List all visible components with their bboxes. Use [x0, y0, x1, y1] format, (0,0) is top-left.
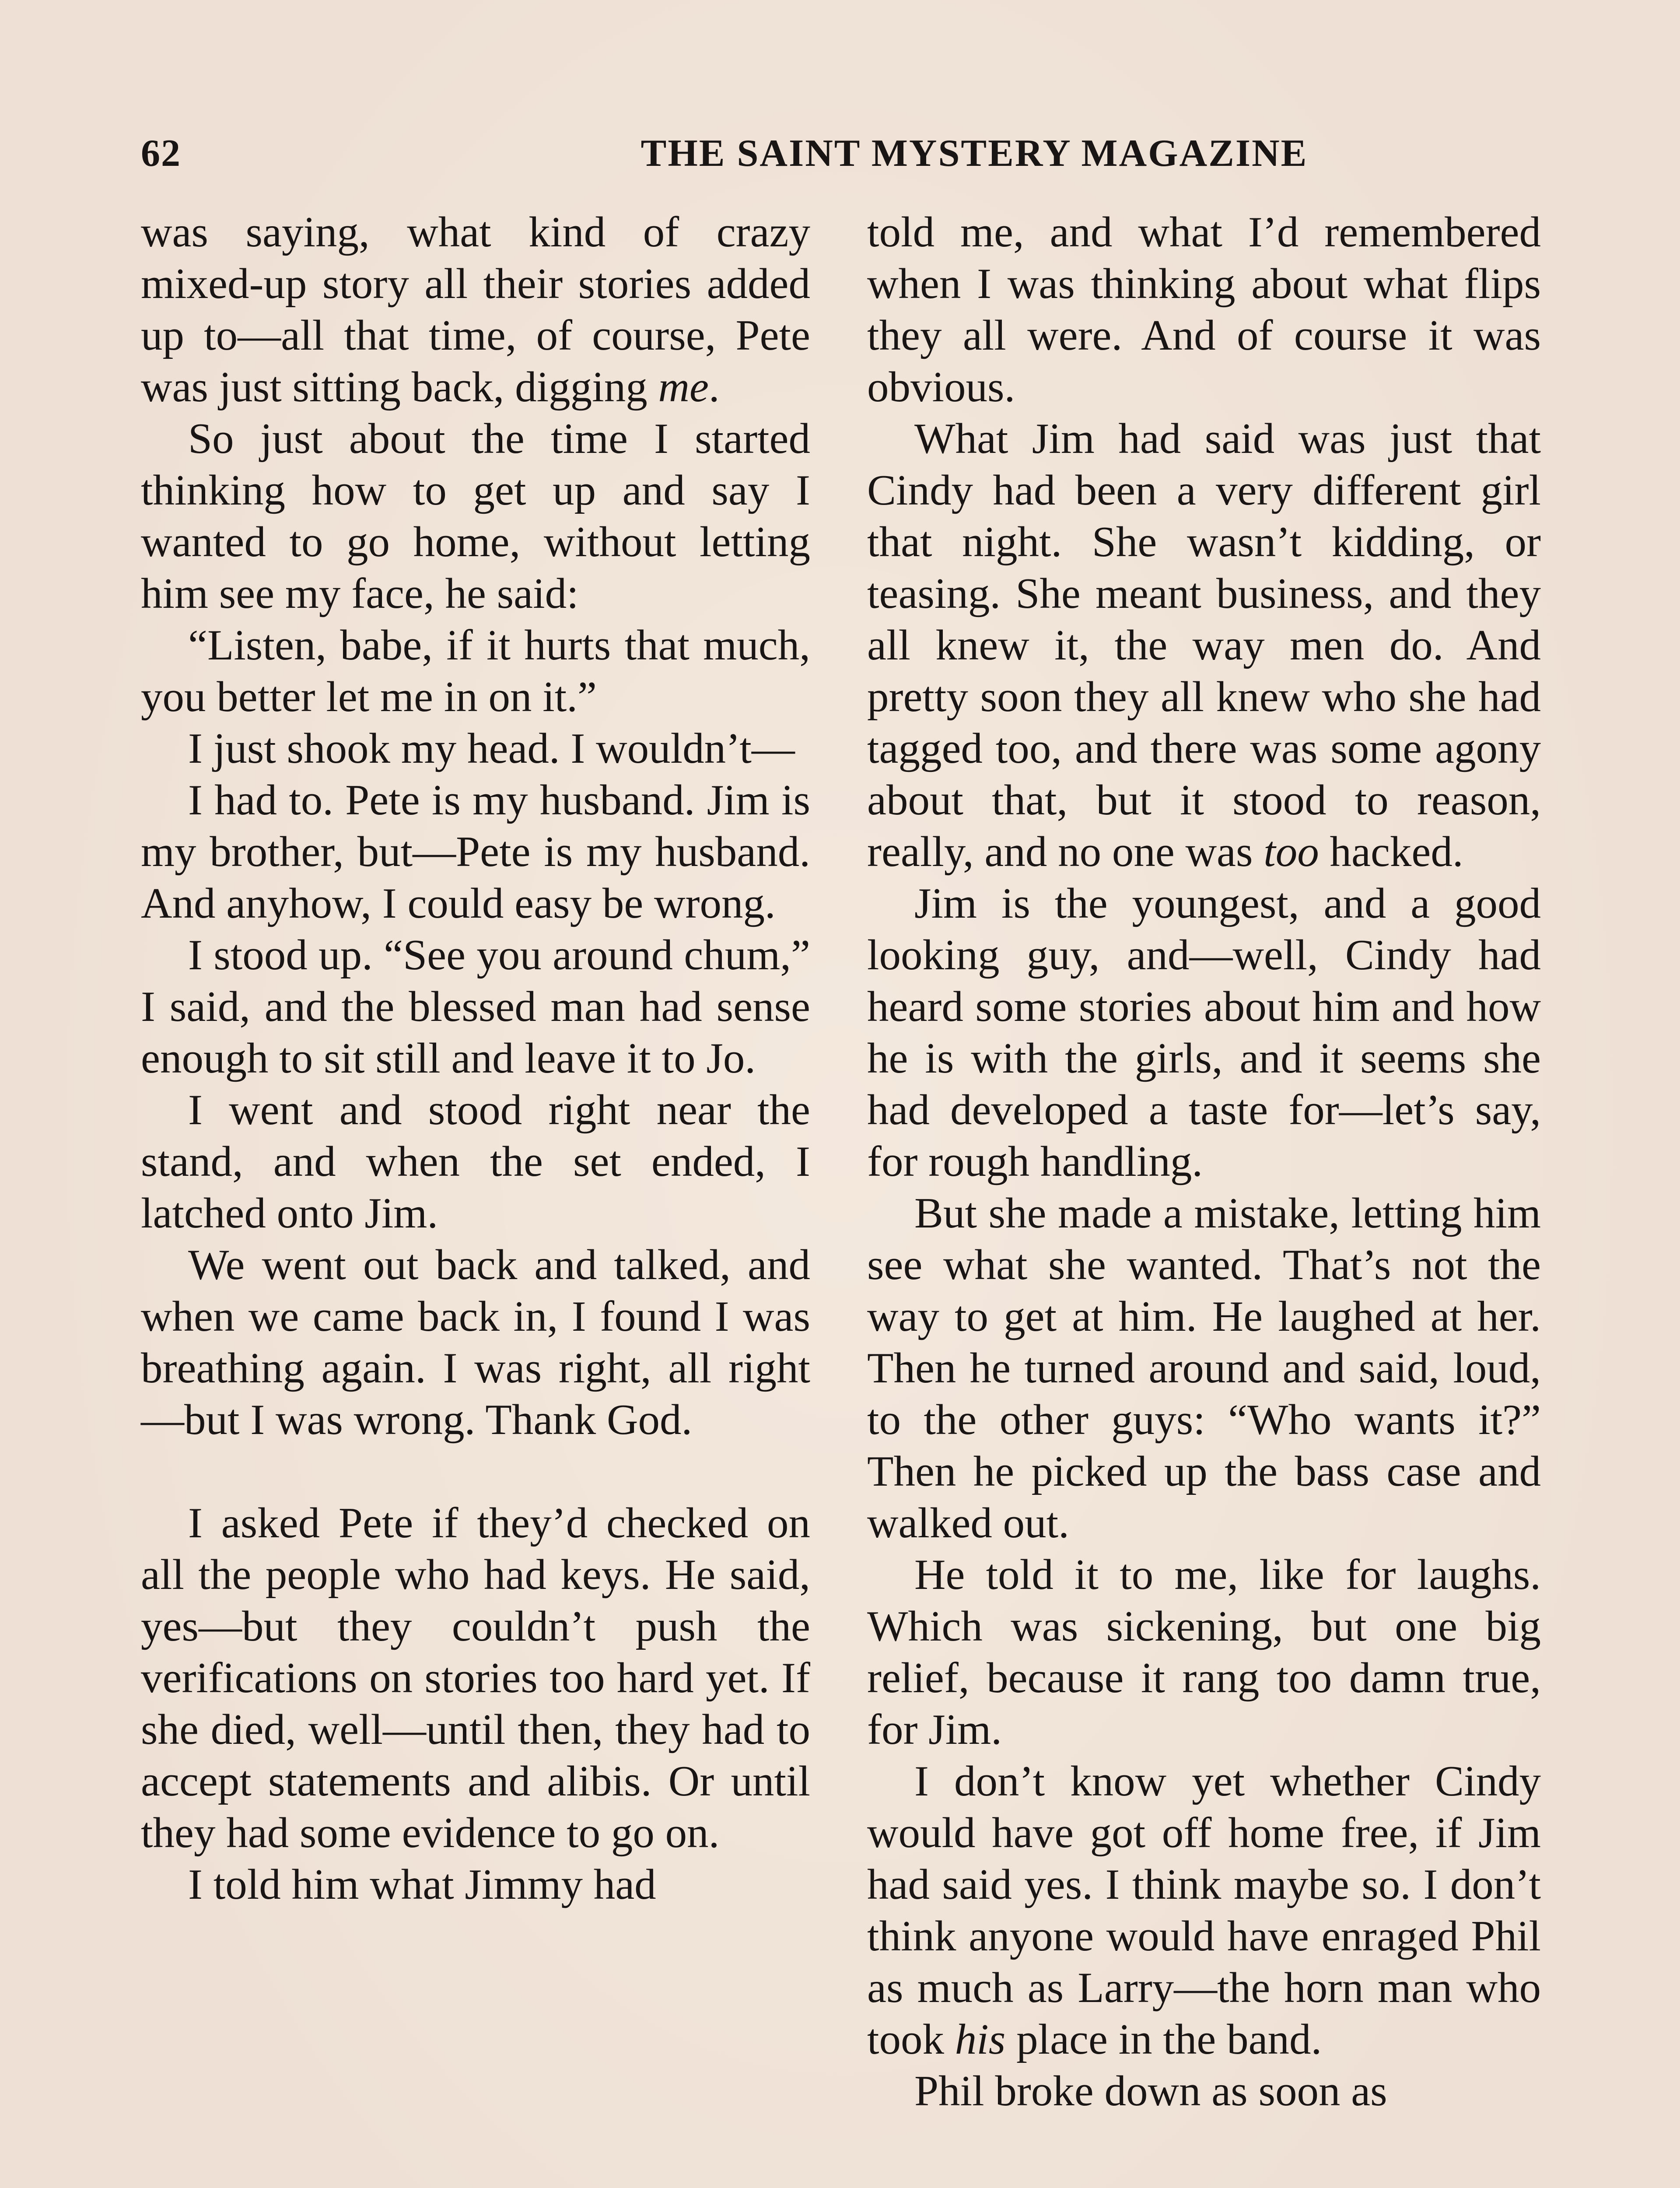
- paragraph: Phil broke down as soon as: [914, 2067, 1387, 2115]
- paragraph: was saying, what kind of crazy mixed-up story all their stories added up to—all that time, of course, Pete was just sitting back, digging me.: [141, 208, 810, 411]
- paragraph: I went and stood right near the stand, and when the set ended, I latched onto Jim.: [141, 1086, 810, 1237]
- paragraph: I had to. Pete is my husband. Jim is my brother, but—Pete is my husband. And anyhow, I could easy be wrong.: [141, 776, 810, 927]
- paragraph: I told him what Jimmy had: [188, 1861, 656, 1908]
- paragraph: I asked Pete if they’d checked on all the people who had keys. He said, yes—but they couldn’t push the verifications on stories too hard yet. If she died, well—until then, they had to accept statements and alibis. Or until they had some evidence to go on.: [141, 1499, 810, 1857]
- paragraph: So just about the time I started thinking how to get up and say I wanted to go home, without letting him see my face, he said:: [141, 415, 810, 617]
- paragraph: I just shook my head. I wouldn’t—: [188, 725, 795, 772]
- paragraph: told me, and what I’d remembered when I was thinking about what flips they all were. And of course it was obvious.: [867, 208, 1541, 411]
- paragraph: I stood up. “See you around chum,” I said, and the blessed man had sense enough to sit still and leave it to Jo.: [141, 931, 810, 1082]
- left-column: [141, 207, 810, 1911]
- paragraph: I don’t know yet whether Cindy would have got off home free, if Jim had said yes. I think maybe so. I don’t think anyone would have enraged Phil as much as Larry—the horn man who took his place in the band.: [867, 1757, 1541, 2063]
- page-number: 62: [141, 132, 181, 175]
- paragraph: But she made a mistake, letting him see what she wanted. That’s not the way to get at him. He laughed at her. Then he turned around and said, loud, to the other guys: “Who wants it?” Then he picked up the bass case and walked out.: [867, 1189, 1541, 1547]
- page-header: [141, 131, 1541, 188]
- paragraph: We went out back and talked, and when we came back in, I found I was breathing again. I was right, all right—but I was wrong. Thank God.: [141, 1241, 810, 1444]
- paragraph: Jim is the youngest, and a good looking guy, and—well, Cindy had heard some stories about him and how he is with the girls, and it seems she had developed a taste for—let’s say, for rough handling.: [867, 880, 1541, 1185]
- paragraph: “Listen, babe, if it hurts that much, you better let me in on it.”: [141, 621, 810, 721]
- running-title: THE SAINT MYSTERY MAGAZINE: [640, 132, 1308, 175]
- paragraph: What Jim had said was just that Cindy had been a very different girl that night. She wasn’t kidding, or teasing. She meant business, and they all knew it, the way men do. And pretty soon they all knew who she had tagged too, and there was some agony about that, but it stood to reason, really, and no one was too hacked.: [867, 415, 1541, 876]
- right-column: [867, 207, 1541, 2117]
- paragraph: He told it to me, like for laughs. Which was sickening, but one big relief, because it rang too damn true, for Jim.: [867, 1551, 1541, 1753]
